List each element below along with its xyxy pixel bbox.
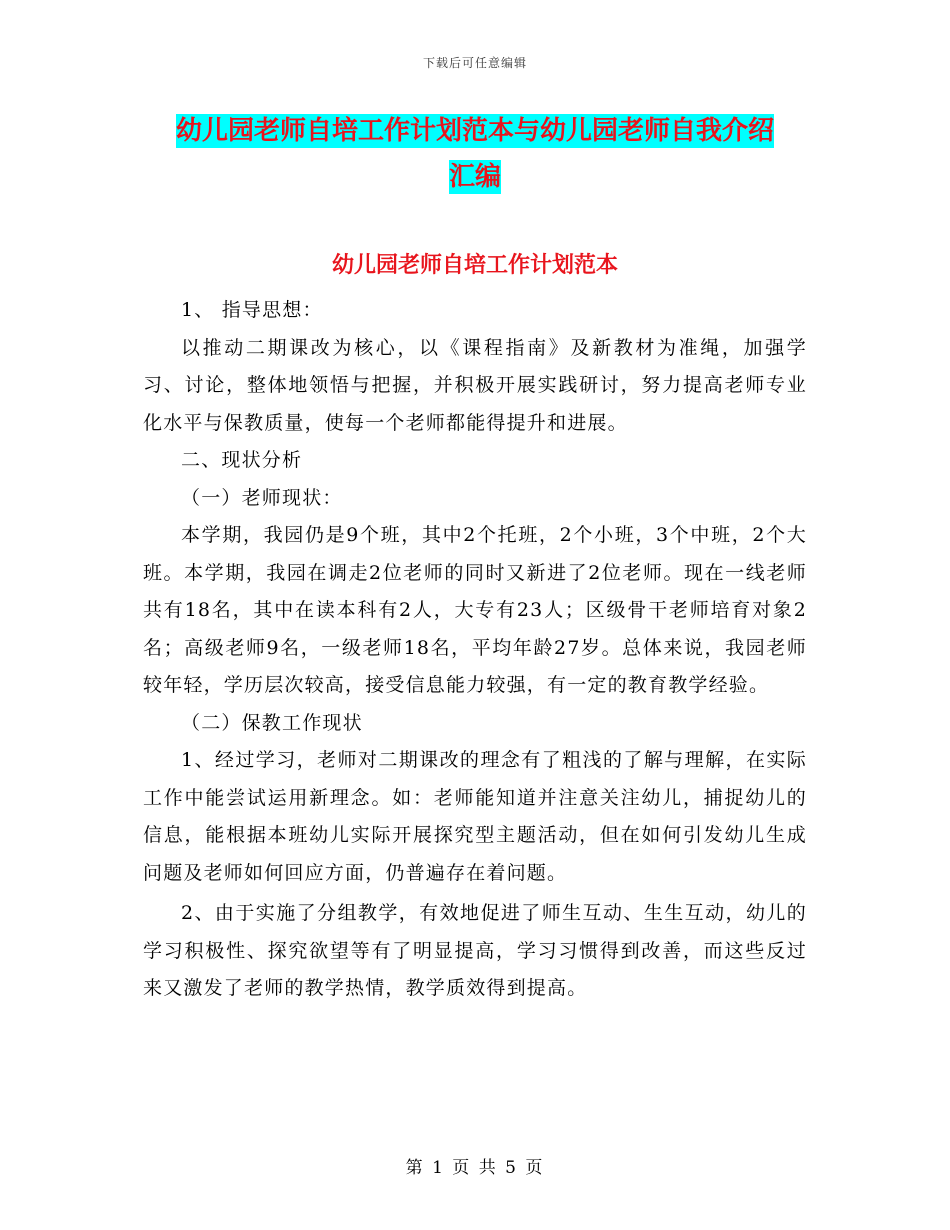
- header-note: 下载后可任意编辑: [422, 56, 527, 70]
- paragraph: 2、由于实施了分组教学，有效地促进了师生互动、生生互动，幼儿的学习积极性、探究欲望等有了明显提高，学习习惯得到改善，而这些反过来又激发了老师的教学热情，教学质效得到提高。: [143, 902, 807, 999]
- document-title-line2: 汇编: [448, 162, 501, 192]
- page-number: 第 1 页 共 5 页: [405, 1158, 545, 1178]
- paragraph-status-heading: 二、现状分析: [181, 449, 303, 471]
- document-title-line1: 幼儿园老师自培工作计划范本与幼儿园老师自我介绍: [175, 116, 774, 146]
- paragraph: 以推动二期课改为核心，以《课程指南》及新教材为准绳，加强学习、讨论，整体地领悟与把握，并积极开展实践研讨，努力提高老师专业化水平与保教质量，使每一个老师都能得提升和进展。: [143, 336, 807, 434]
- section-title: 幼儿园老师自培工作计划范本: [331, 253, 618, 278]
- document-body: [143, 292, 807, 1008]
- paragraph: 1、经过学习，老师对二期课改的理念有了粗浅的了解与理解，在实际工作中能尝试运用新理念。如：老师能知道并注意关注幼儿，捕捉幼儿的信息，能根据本班幼儿实际开展探究型主题活动，但在如何引发幼儿生成问题及老师如何回应方面，仍普遍存在着问题。: [143, 749, 807, 884]
- paragraph-guiding-heading: 1、 指导思想：: [181, 299, 323, 321]
- paragraph: 本学期，我园仍是9个班，其中2个托班，2个小班，3个中班，2个大班。本学期，我园在调走2位老师的同时又新进了2位老师。现在一线老师共有18名，其中在读本科有2人，大专有23人；区级骨干老师培育对象2名；高级老师9名，一级老师18名，平均年龄27岁。总体来说，我园老师较年轻，学历层次较高，接受信息能力较强，有一定的教育教学经验。: [143, 524, 807, 696]
- document-title: [150, 108, 800, 200]
- paragraph-teacher-heading: （一）老师现状：: [181, 486, 343, 509]
- paragraph-work-heading: （二）保教工作现状: [181, 711, 363, 734]
